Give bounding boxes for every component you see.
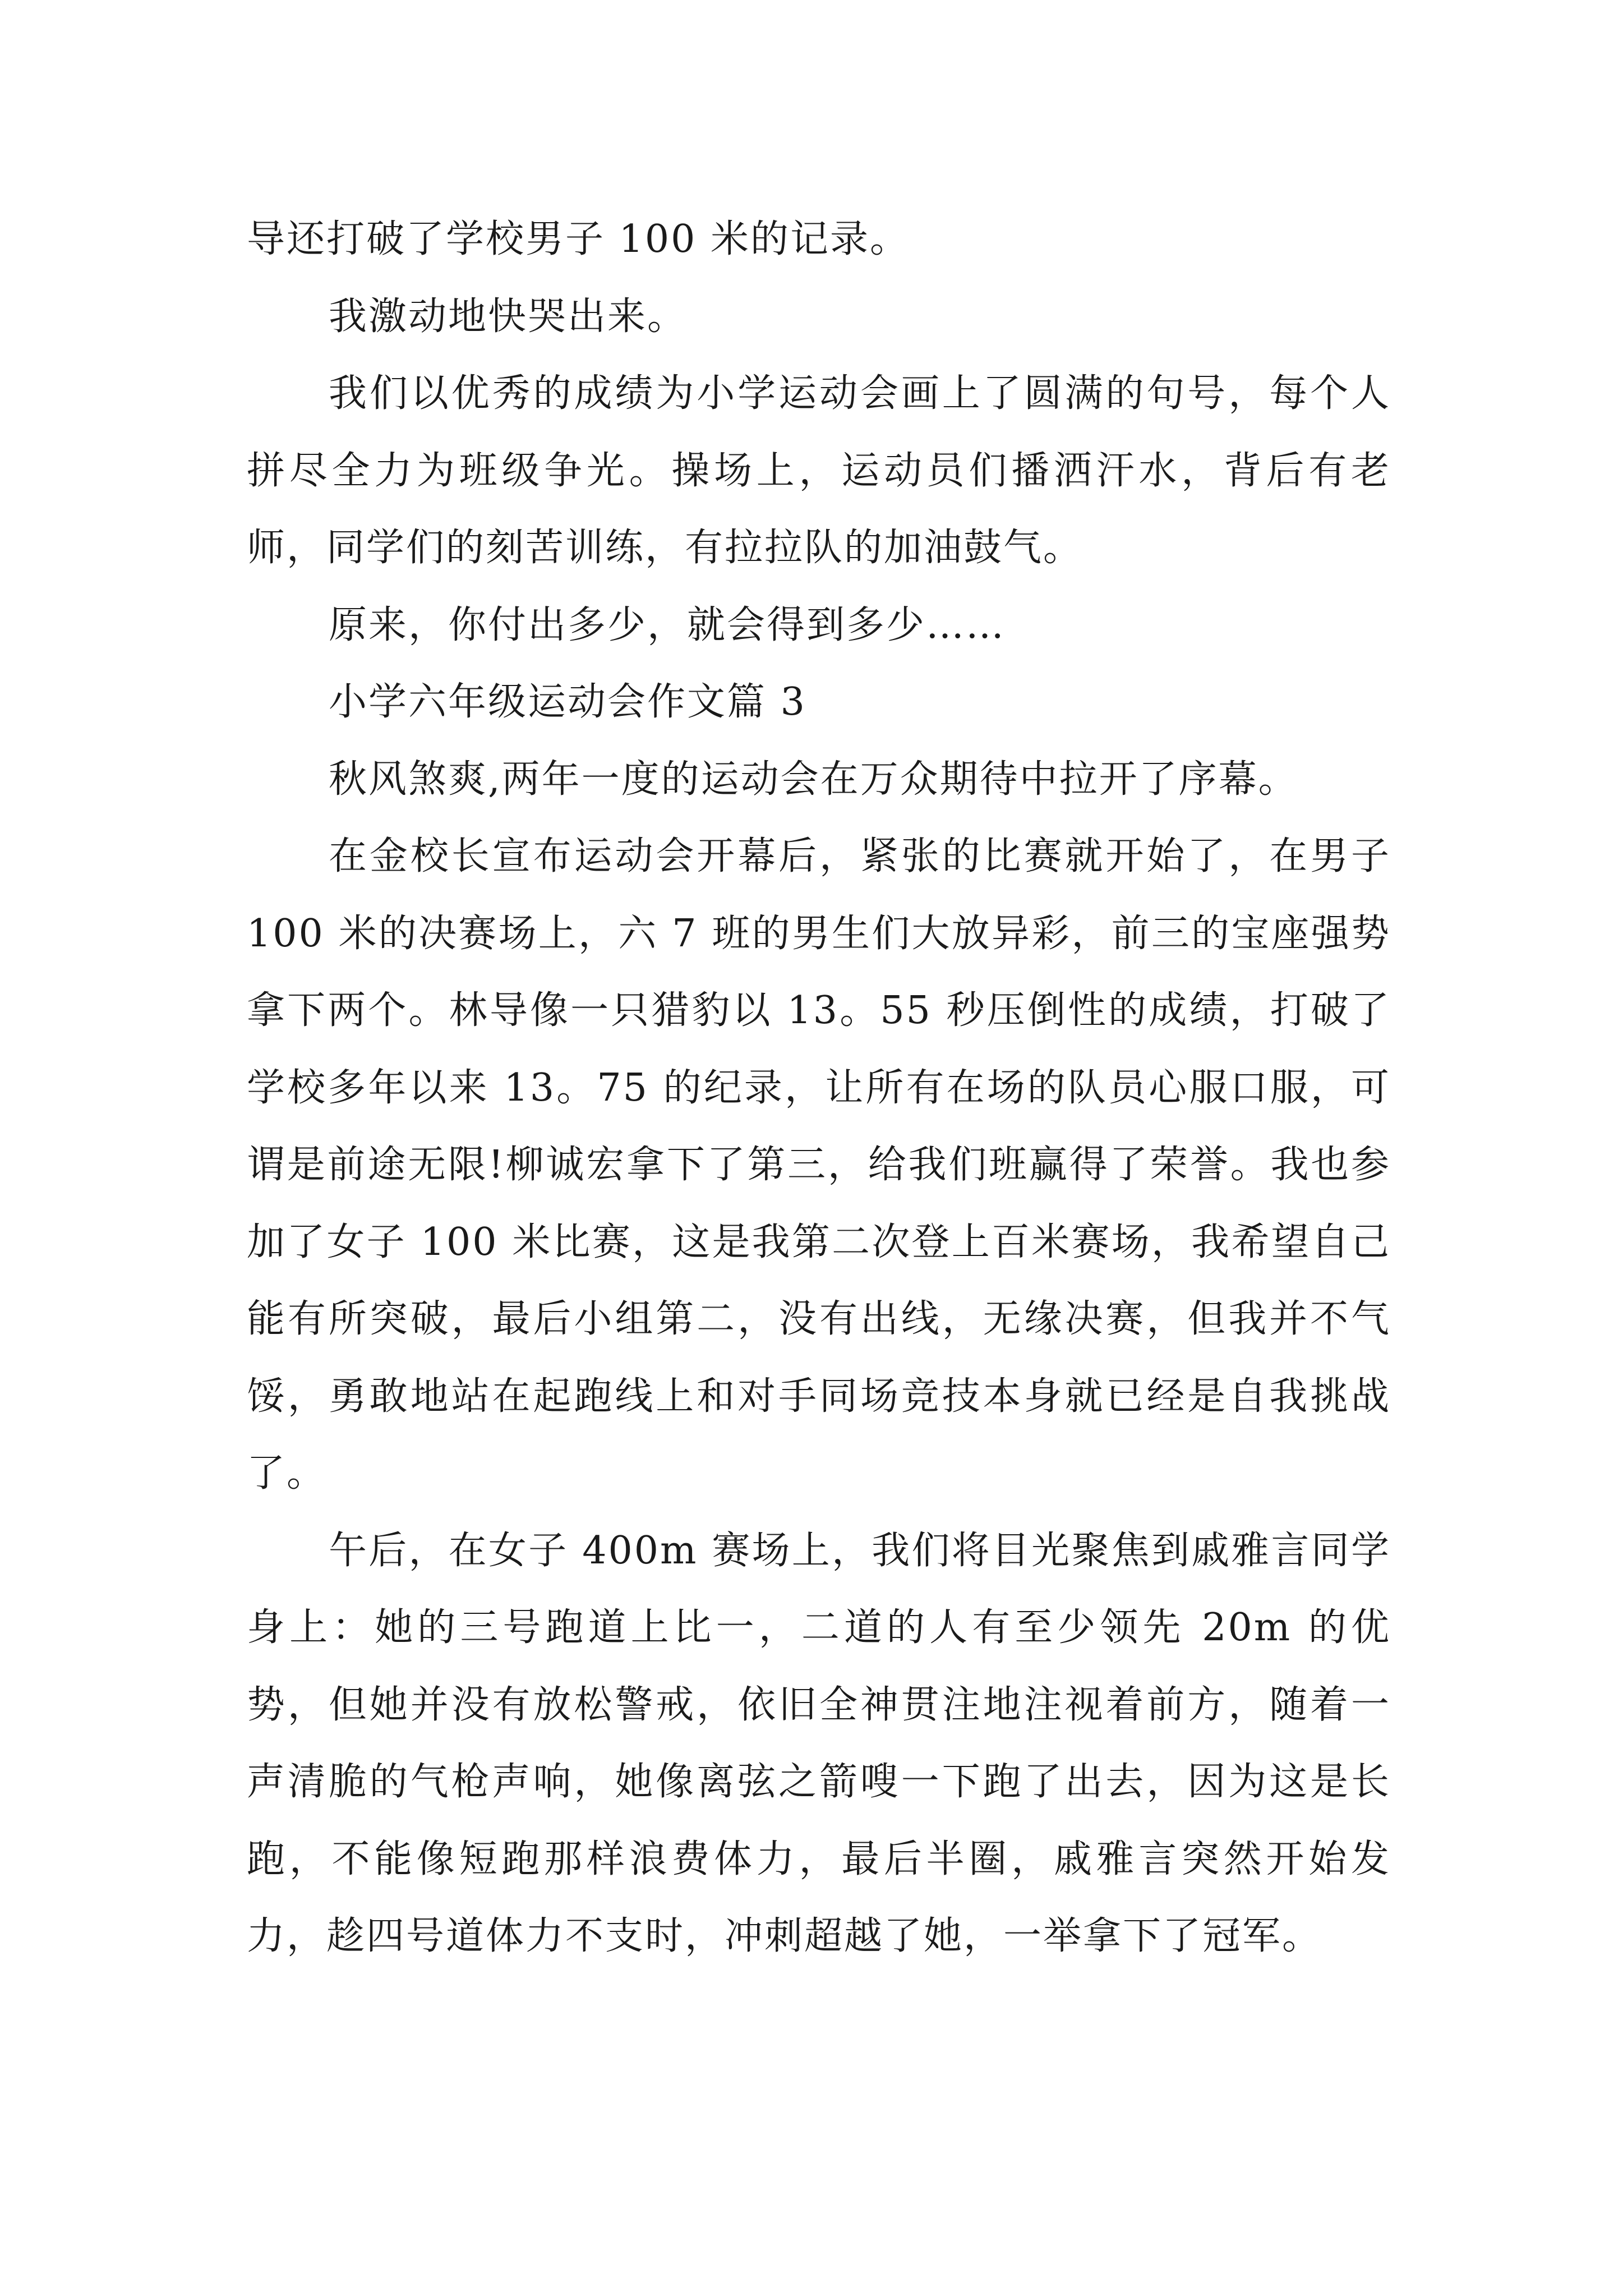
- paragraph-7: 午后，在女子 400m 赛场上，我们将目光聚焦到戚雅言同学身上：她的三号跑道上比一，二道的人有至少领先 20m 的优势，但她并没有放松警戒，依旧全神贯注地注视着前方，随着一声清脆的气枪声响，她像离弦之箭嗖一下跑了出去，因为这是长跑，不能像短跑那样浪费体力，最后半圈，戚雅言突然开始发力，趁四号道体力不支时，冲刺超越了她，一举拿下了冠军。: [247, 1528, 1391, 1958]
- paragraph-6: 在金校长宣布运动会开幕后，紧张的比赛就开始了，在男子 100 米的决赛场上，六 7 班的男生们大放异彩，前三的宝座强势拿下两个。林导像一只猎豹以 13。55 秒压倒性的成绩，打破了学校多年以来 13。75 的纪录，让所有在场的队员心服口服，可谓是前途无限!柳诚宏拿下了第三，给我们班赢得了荣誉。我也参加了女子 100 米比赛，这是我第二次登上百米赛场，我希望自己能有所突破，最后小组第二，没有出线，无缘决赛，但我并不气馁，勇敢地站在起跑线上和对手同场竞技本身就已经是自我挑战了。: [247, 834, 1391, 1496]
- paragraph-5: 秋风煞爽,两年一度的运动会在万众期待中拉开了序幕。: [329, 757, 1298, 802]
- document-body: [247, 201, 1391, 1975]
- paragraph-2: 我激动地快哭出来。: [329, 294, 688, 339]
- paragraph-3: 我们以优秀的成绩为小学运动会画上了圆满的句号，每个人拼尽全力为班级争光。操场上，运动员们播洒汗水，背后有老师，同学们的刻苦训练，有拉拉队的加油鼓气。: [247, 371, 1391, 570]
- paragraph-4: 原来，你付出多少，就会得到多少……: [329, 602, 1006, 647]
- paragraph-1: 导还打破了学校男子 100 米的记录。: [247, 217, 910, 261]
- section-heading: 小学六年级运动会作文篇 3: [329, 680, 806, 724]
